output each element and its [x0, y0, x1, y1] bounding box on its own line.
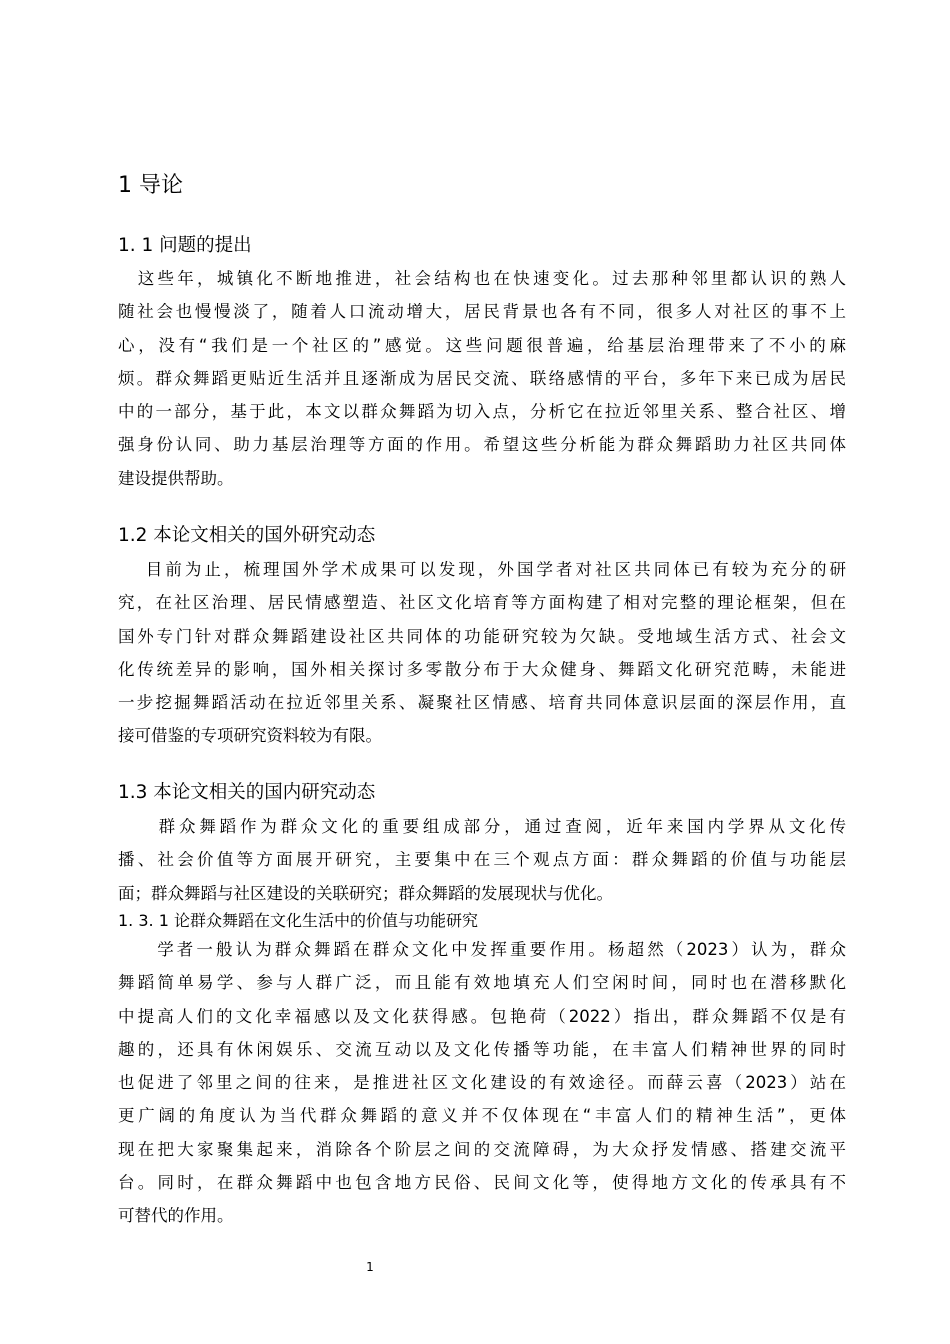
paragraph-line: 群众舞蹈作为群众文化的重要组成部分，通过查阅，近年来国内学界从文化传: [118, 817, 846, 836]
page-number: 1: [366, 1260, 374, 1274]
paragraph-line: 可替代的作用。: [118, 1206, 234, 1226]
section-heading-1-1: 1. 1 问题的提出: [118, 235, 252, 256]
paragraph-line: 中提高人们的文化幸福感以及文化获得感。包艳荷（2022）指出，群众舞蹈不仅是有: [118, 1006, 846, 1026]
paragraph-1-1: [118, 262, 846, 495]
paragraph-line: 烦。群众舞蹈更贴近生活并且逐渐成为居民交流、联络感情的平台，多年下来已成为居民: [118, 368, 846, 388]
paragraph-line: 更广阔的角度认为当代群众舞蹈的意义并不仅体现在“丰富人们的精神生活”，更体: [118, 1106, 846, 1126]
paragraph-line: 心，没有“我们是一个社区的”感觉。这些问题很普遍，给基层治理带来了不小的麻: [118, 335, 846, 355]
paragraph-line: 国外专门针对群众舞蹈建设社区共同体的功能研究较为欠缺。受地域生活方式、社会文: [118, 626, 846, 646]
paragraph-1-3-1: [118, 933, 846, 1233]
paragraph-line: 接可借鉴的专项研究资料较为有限。: [118, 726, 382, 746]
subsection-heading-1-3-1: 1. 3. 1 论群众舞蹈在文化生活中的价值与功能研究: [118, 911, 478, 930]
paragraph-line: 也促进了邻里之间的往来，是推进社区文化建设的有效途径。而薛云喜（2023）站在: [118, 1073, 846, 1093]
paragraph-line: 目前为止，梳理国外学术成果可以发现，外国学者对社区共同体已有较为充分的研: [118, 560, 846, 579]
paragraph-line: 这些年，城镇化不断地推进，社会结构也在快速变化。过去那种邻里都认识的熟人: [118, 269, 846, 288]
paragraph-line: 面；群众舞蹈与社区建设的关联研究；群众舞蹈的发展现状与优化。: [118, 883, 613, 903]
section-heading-1-2: 1.2 本论文相关的国外研究动态: [118, 525, 376, 546]
paragraph-line: 趣的，还具有休闲娱乐、交流互动以及文化传播等功能，在丰富人们精神世界的同时: [118, 1039, 846, 1059]
paragraph-line: 究，在社区治理、居民情感塑造、社区文化培育等方面构建了相对完整的理论框架，但在: [118, 593, 846, 613]
paragraph-line: 建设提供帮助。: [118, 468, 234, 488]
paragraph-line: 化传统差异的影响，国外相关探讨多零散分布于大众健身、舞蹈文化研究范畴，未能进: [118, 659, 846, 679]
paragraph-line: 一步挖掘舞蹈活动在拉近邻里关系、凝聚社区情感、培育共同体意识层面的深层作用，直: [118, 693, 846, 713]
paragraph-line: 台。同时，在群众舞蹈中也包含地方民俗、民间文化等，使得地方文化的传承具有不: [118, 1173, 846, 1193]
paragraph-1-3: [118, 810, 846, 910]
chapter-heading: 1 导论: [118, 173, 183, 198]
paragraph-1-2: [118, 553, 846, 753]
paragraph-line: 舞蹈简单易学、参与人群广泛，而且能有效地填充人们空闲时间，同时也在潜移默化: [118, 973, 846, 993]
paragraph-line: 学者一般认为群众舞蹈在群众文化中发挥重要作用。杨超然（2023）认为，群众: [118, 940, 846, 959]
paragraph-line: 随社会也慢慢淡了，随着人口流动增大，居民背景也各有不同，很多人对社区的事不上: [118, 302, 846, 322]
section-heading-1-3: 1.3 本论文相关的国内研究动态: [118, 782, 376, 803]
paragraph-line: 播、社会价值等方面展开研究，主要集中在三个观点方面：群众舞蹈的价值与功能层: [118, 850, 846, 870]
paragraph-line: 强身份认同、助力基层治理等方面的作用。希望这些分析能为群众舞蹈助力社区共同体: [118, 435, 846, 455]
paragraph-line: 现在把大家聚集起来，消除各个阶层之间的交流障碍，为大众抒发情感、搭建交流平: [118, 1139, 846, 1159]
paragraph-line: 中的一部分，基于此，本文以群众舞蹈为切入点，分析它在拉近邻里关系、整合社区、增: [118, 402, 846, 422]
